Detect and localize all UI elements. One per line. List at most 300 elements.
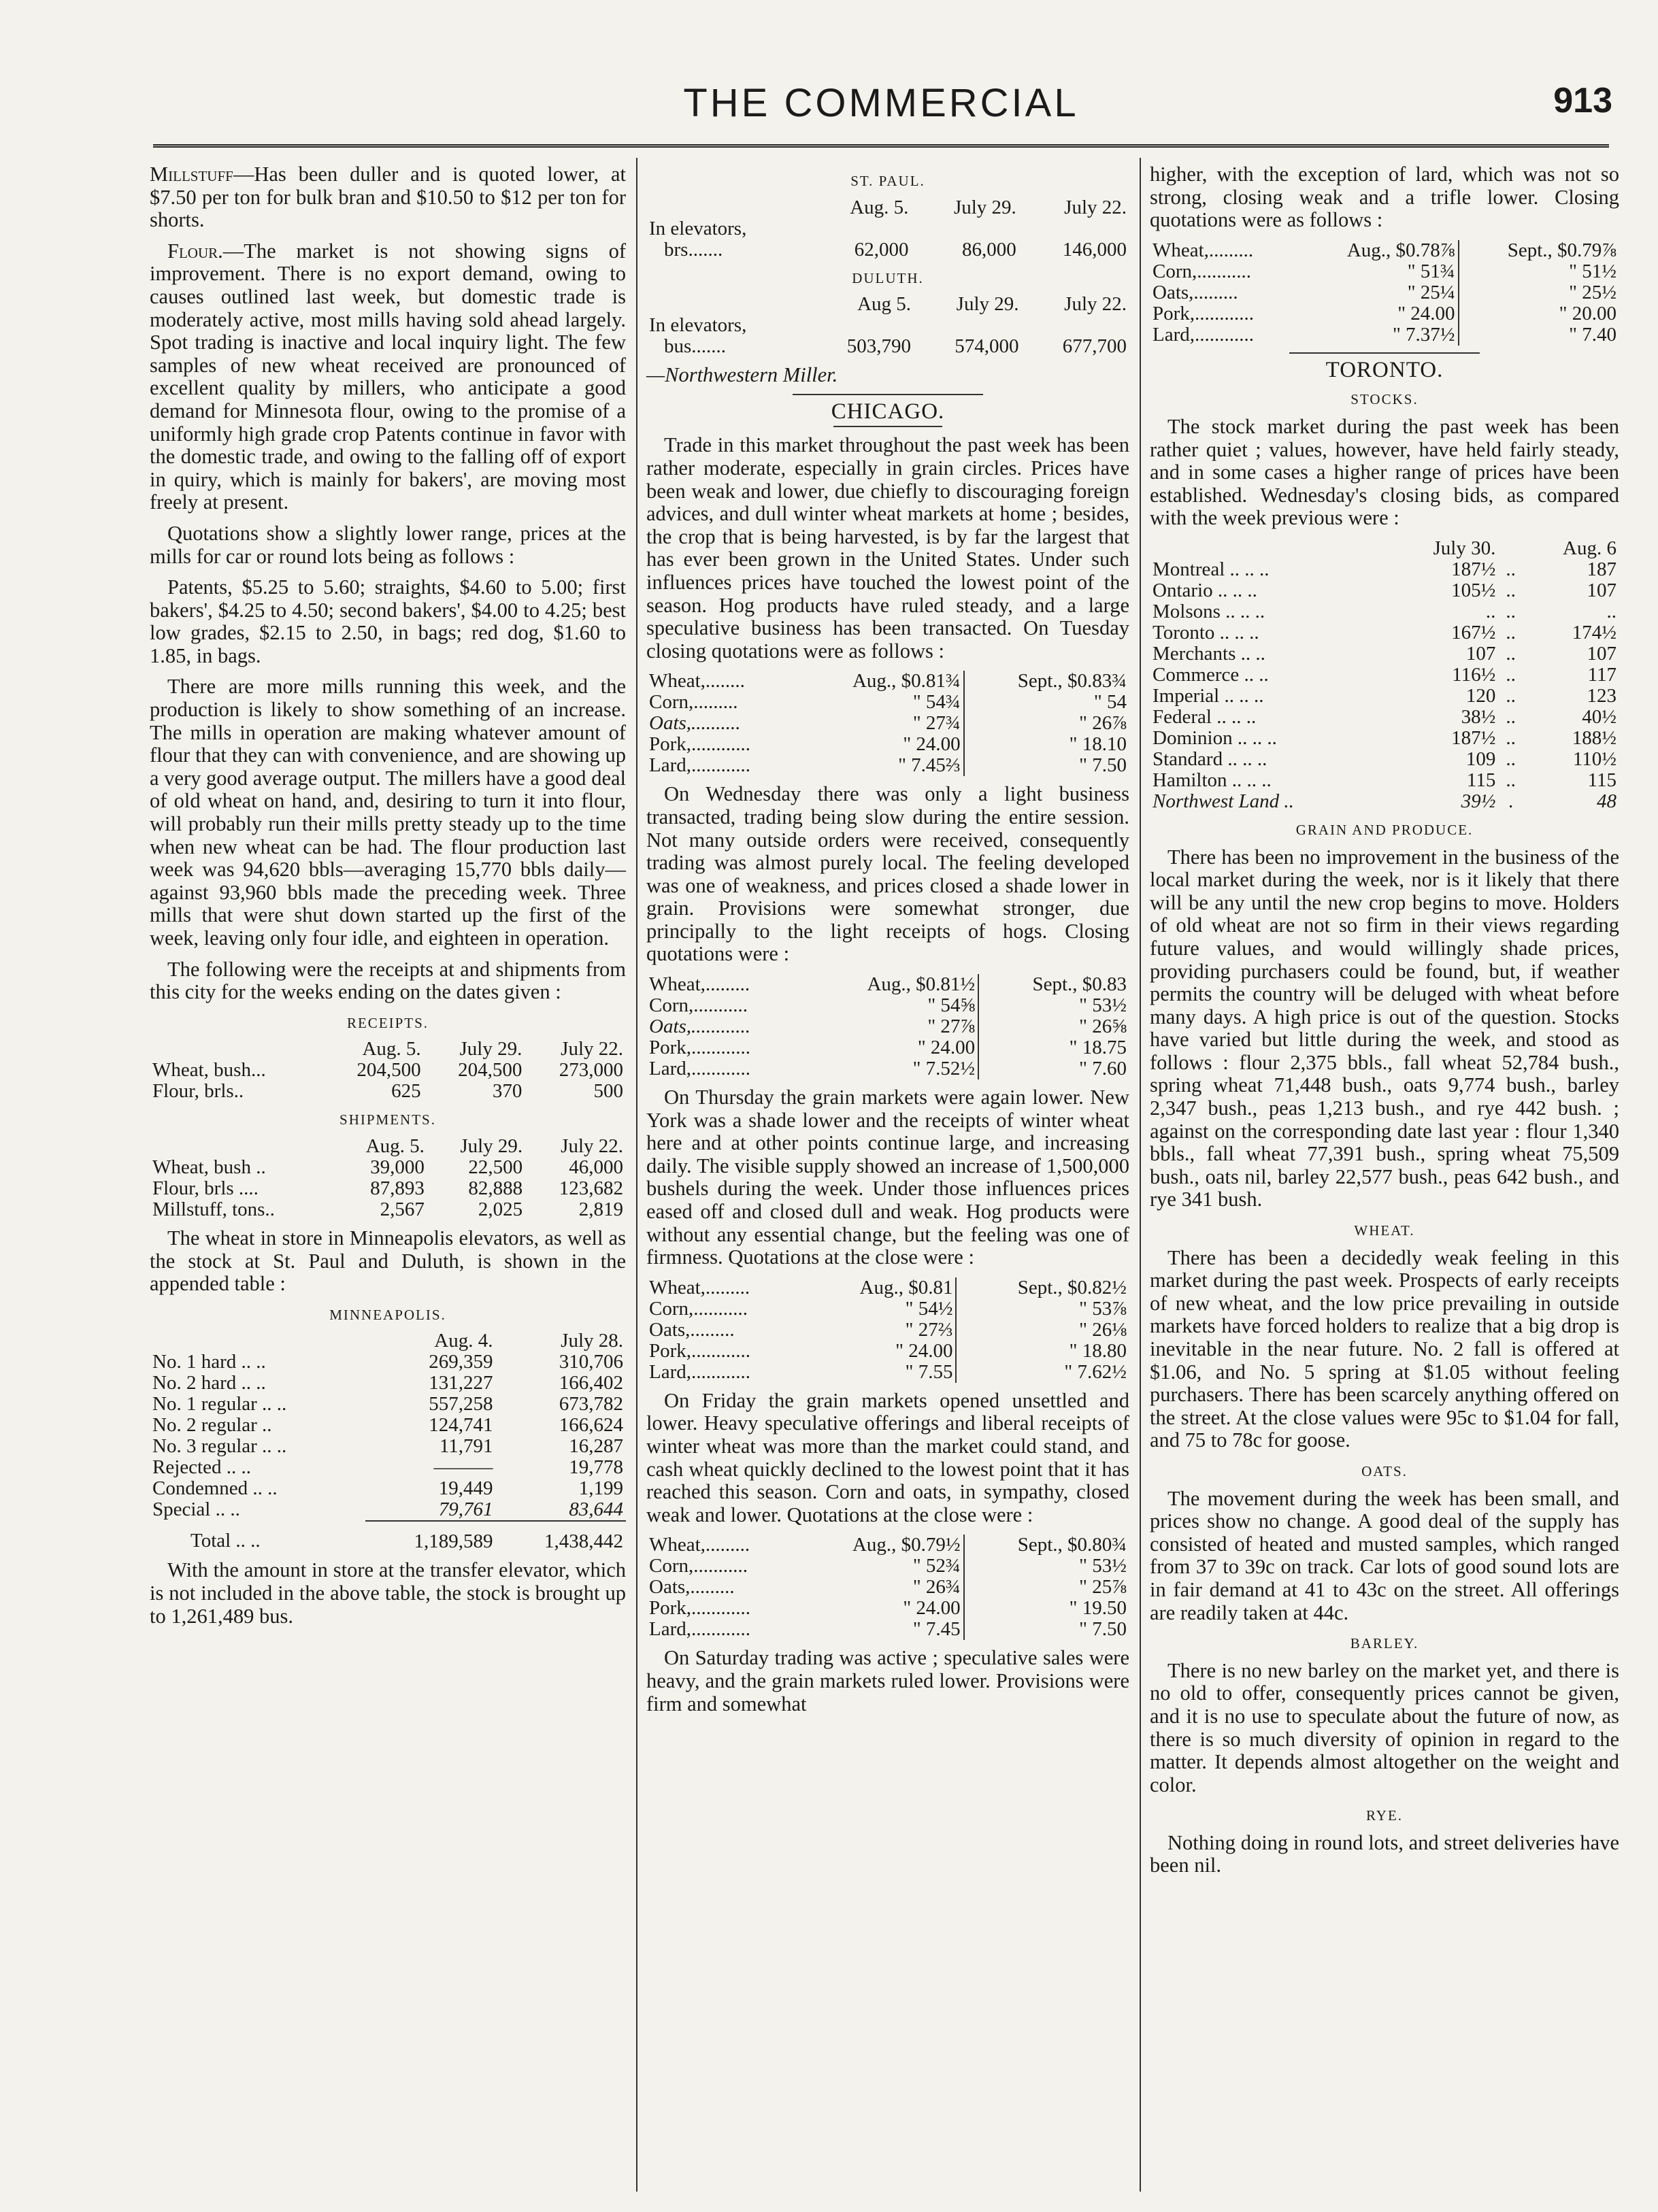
table-header: July 29. xyxy=(956,293,1019,316)
table-row xyxy=(1150,791,1619,812)
table-cell: 174½ xyxy=(1572,621,1616,643)
table-cell: .. xyxy=(1506,663,1516,686)
table-cell: Millstuff, tons.. xyxy=(152,1198,275,1220)
table-cell: " 27⅔ xyxy=(807,1320,956,1341)
table-row xyxy=(150,1157,626,1178)
table-cell: 116½ xyxy=(1452,663,1496,686)
table-row xyxy=(646,1598,1129,1619)
table-row xyxy=(646,1535,1129,1556)
table-cell: " 24.00 xyxy=(1299,303,1458,324)
table-cell: Aug., $0.81½ xyxy=(807,974,978,995)
table-cell: Molsons .. .. .. xyxy=(1153,600,1265,622)
table-row xyxy=(150,1499,626,1521)
stocks-title: STOCKS. xyxy=(1350,391,1419,408)
table-cell: 557,258 xyxy=(429,1393,493,1415)
table-cell: In elevators, xyxy=(649,217,747,239)
table-row xyxy=(1150,728,1619,749)
table-cell: 48 xyxy=(1597,790,1616,812)
table-header: Aug. 4. xyxy=(434,1330,493,1352)
table-row xyxy=(646,1362,1129,1383)
receipts-intro-paragraph: The following were the receipts at and shipments from this city for the weeks ending on the dates given : xyxy=(150,957,626,1004)
table-cell: Pork,............ xyxy=(649,1339,751,1362)
receipts-title: RECEIPTS. xyxy=(346,1014,429,1031)
table-header xyxy=(646,294,806,315)
flour-paragraph xyxy=(150,240,626,514)
table-cell: Merchants .. .. xyxy=(1153,642,1265,665)
table-cell: 39,000 xyxy=(370,1156,425,1178)
grain-paragraph: There has been no improvement in the business of the local market during the week, nor is it likely that there will be any until the new crop begins to move. Holders of old wheat are not so firm in their views regarding future values, and would willingly shade prices, providing purchasers could be found, but, if weather permits the country will be deluged with wheat before many days. A high price is out of the question. Stocks have varied but little during the week, and stood as follows : flour 2,375 bbls., fall wheat 52,784 bush., spring wheat 71,448 bush., oats 9,774 bush., barley 2,347 bush., peas 1,213 bush., and rye 442 bush. ; against on the corresponding date last year : flour 1,340 bbls., fall wheat 77,391 bush., spring wheat 75,509 bush., oats nil, barley 22,577 bush., peas 642 bush., and rye 341 bush. xyxy=(1150,845,1619,1211)
table-row xyxy=(646,671,1129,692)
table-cell: 40½ xyxy=(1582,705,1616,728)
table-total-row xyxy=(150,1521,626,1552)
table-cell: " 7.60 xyxy=(1079,1058,1127,1080)
table-cell: " 18.80 xyxy=(1069,1339,1127,1362)
table-cell: Wheat,......... xyxy=(649,1276,750,1298)
table-header: Aug. 5. xyxy=(362,1038,421,1060)
table-cell: 86,000 xyxy=(962,238,1016,261)
tuesday-quotes-table xyxy=(646,671,1129,776)
table-cell: " 24.00 xyxy=(800,734,964,755)
table-cell: " 7.52½ xyxy=(807,1058,978,1079)
table-row xyxy=(646,1577,1129,1598)
table-header: July 22. xyxy=(561,1038,623,1060)
page-number: 913 xyxy=(1553,81,1612,120)
table-cell: Hamilton .. .. .. xyxy=(1153,769,1272,791)
higher-paragraph: higher, with the exception of lard, which was not so strong, closing weak and a trifle lower. Closing quotations were as follows : xyxy=(1150,163,1619,232)
barley-paragraph: There is no new barley on the market yet, and there is no old to offer, consequently prices cannot be given, and it is no use to speculate about the future of now, as there is so much diversity of opinion in regard to the matter. It depends almost altogether on the weight and color. xyxy=(1150,1658,1619,1796)
table-cell: Lard,............ xyxy=(649,754,750,777)
millstuff-paragraph xyxy=(150,163,626,232)
table-cell: 204,500 xyxy=(357,1059,421,1082)
table-cell: brs....... xyxy=(664,238,723,261)
table-cell: " 18.75 xyxy=(1069,1037,1127,1059)
table-cell: 269,359 xyxy=(429,1351,493,1373)
table-cell: " 25½ xyxy=(1569,281,1616,303)
table-row xyxy=(150,1081,626,1102)
chicago-heading: CHICAGO. xyxy=(831,399,945,424)
wednesday-quotes-table xyxy=(646,974,1129,1079)
table-cell: .. xyxy=(1506,748,1516,770)
table-cell: No. 1 regular .. .. xyxy=(152,1393,287,1415)
table-row xyxy=(1150,686,1619,707)
table-cell: . xyxy=(1508,790,1514,812)
table-cell: 46,000 xyxy=(569,1156,623,1178)
toronto-heading: TORONTO. xyxy=(1325,357,1444,382)
table-cell: Corn,........... xyxy=(649,994,748,1017)
thursday-quotes-table xyxy=(646,1277,1129,1383)
table-cell: 146,000 xyxy=(1062,238,1127,261)
table-cell: .. xyxy=(1506,769,1516,791)
table-header: Aug 5. xyxy=(857,293,912,316)
table-cell: 124,741 xyxy=(429,1414,493,1437)
table-cell: 105½ xyxy=(1451,579,1496,601)
table-cell: 19,778 xyxy=(569,1456,623,1479)
table-header-row xyxy=(150,1039,626,1060)
table-cell: " 7.45 xyxy=(800,1619,964,1640)
table-row xyxy=(646,1298,1129,1320)
table-row xyxy=(150,1478,626,1499)
barley-title: BARLEY. xyxy=(1350,1635,1419,1652)
table-cell: 115 xyxy=(1466,769,1496,791)
table-row xyxy=(646,974,1129,995)
table-row xyxy=(150,1178,626,1199)
table-cell: Flour, brls.. xyxy=(152,1080,244,1103)
flour-lead: Flour. xyxy=(167,239,223,263)
table-cell: 16,287 xyxy=(569,1435,623,1458)
credit-line: —Northwestern Miller. xyxy=(646,363,838,387)
table-cell: 123,682 xyxy=(559,1177,623,1199)
prices-paragraph: Patents, $5.25 to 5.60; straights, $4.60 to 5.00; first bakers', $4.25 to 4.50; second bakers', $4.00 to 4.25; best low grades, $2.15 to 2.50, in bags; red dog, $1.60 to 1.85, in bags. xyxy=(150,575,626,667)
transfer-paragraph: With the amount in store at the transfer elevator, which is not included in the above table, the stock is brought up to 1,261,489 bus. xyxy=(150,1558,626,1628)
grain-title: GRAIN AND PRODUCE. xyxy=(1295,821,1474,838)
table-header: July 29. xyxy=(953,196,1016,218)
table-cell: Pork,............ xyxy=(1153,302,1255,324)
section-rule xyxy=(793,394,983,395)
table-row xyxy=(1150,324,1619,346)
table-header: July 30. xyxy=(1433,537,1496,559)
table-cell: Corn,........... xyxy=(649,1555,748,1577)
table-cell: Montreal .. .. .. xyxy=(1153,558,1270,580)
table-row xyxy=(646,713,1129,734)
table-cell: Ontario .. .. .. xyxy=(1153,579,1257,601)
table-cell: Wheat, bush... xyxy=(152,1059,266,1082)
table-cell: " 52¾ xyxy=(800,1556,964,1577)
table-cell: 204,500 xyxy=(458,1059,523,1082)
table-cell: Wheat, bush .. xyxy=(152,1156,266,1178)
table-cell: 117 xyxy=(1587,663,1616,686)
table-cell: Lard,............ xyxy=(649,1618,750,1641)
table-cell: " 51¾ xyxy=(1299,261,1458,282)
table-header: Aug. 5. xyxy=(850,196,909,218)
receipts-table xyxy=(150,1039,626,1102)
table-cell: " 54¾ xyxy=(800,692,964,713)
table-cell: Aug., $0.79½ xyxy=(800,1535,964,1556)
table-row xyxy=(150,1415,626,1436)
table-row xyxy=(150,1373,626,1394)
table-cell: " 7.37½ xyxy=(1299,324,1458,346)
table-cell: 87,893 xyxy=(370,1177,425,1199)
table-cell: Oats,......... xyxy=(1153,281,1238,303)
saturday-paragraph: On Saturday trading was active ; speculative sales were heavy, and the grain markets ruled lower. Provisions were firm and somewhat xyxy=(646,1646,1129,1715)
table-header: Aug. 6 xyxy=(1563,537,1616,559)
flour-text: —The market is not showing signs of improvement. There is no export demand, owing to causes outlined last week, but domestic trade is moderately active, most mills having sold ahead largely. Spot trading is inactive and local inquiry light. The few samples of new wheat received are pronounced of excellent quality by millers, who anticipate a good demand for Minnesota flour, owing to the promise of a uniformly high grade crop Patents continue in favor with the domestic trade, and owing to the falling off of export in quiry, which is mainly for bakers', are moving most freely at present. xyxy=(150,239,626,514)
table-row xyxy=(646,995,1129,1016)
table-cell: " 7.50 xyxy=(1079,1618,1127,1641)
table-cell: 2,567 xyxy=(380,1198,425,1220)
header-rule xyxy=(153,144,1609,148)
table-cell: ——— xyxy=(433,1456,493,1479)
table-cell: Sept., $0.80¾ xyxy=(1017,1534,1127,1556)
table-row xyxy=(646,315,1129,336)
column-1 xyxy=(150,163,626,1636)
table-cell: 370 xyxy=(492,1080,523,1103)
column-2 xyxy=(646,163,1129,1724)
table-row xyxy=(1150,707,1619,728)
table-row xyxy=(1150,580,1619,601)
table-cell: 2,025 xyxy=(478,1198,523,1220)
oats-title: OATS. xyxy=(1361,1462,1408,1479)
table-cell: No. 3 regular .. .. xyxy=(152,1435,287,1458)
table-cell: 39½ xyxy=(1461,790,1496,812)
publication-title: THE COMMERCIAL xyxy=(683,81,1079,125)
table-header: Aug. 5. xyxy=(365,1135,425,1157)
rye-title: RYE. xyxy=(1365,1807,1404,1824)
column-divider-2 xyxy=(1140,158,1141,2192)
table-cell: " 26⅝ xyxy=(1079,1016,1127,1038)
table-cell: Flour, brls .... xyxy=(152,1177,259,1199)
table-row xyxy=(646,218,1129,239)
table-cell: " 54 xyxy=(1093,691,1127,714)
table-cell: 107 xyxy=(1465,642,1496,665)
table-cell: " 7.45⅔ xyxy=(800,755,964,776)
table-row xyxy=(646,755,1129,776)
table-cell: 187 xyxy=(1587,558,1616,580)
table-cell: No. 1 hard .. .. xyxy=(152,1351,266,1373)
masthead xyxy=(150,80,1612,135)
table-cell: .. xyxy=(1506,684,1516,707)
table-cell: Pork,............ xyxy=(649,733,751,756)
table-cell: 310,706 xyxy=(559,1351,623,1373)
table-cell: 1,189,589 xyxy=(414,1530,493,1553)
table-row xyxy=(646,1277,1129,1298)
table-header-row xyxy=(1150,538,1619,559)
table-cell: 574,000 xyxy=(955,335,1019,358)
table-cell: Lard,............ xyxy=(1153,323,1254,346)
table-cell: 82,888 xyxy=(468,1177,523,1199)
table-cell: " 54½ xyxy=(807,1298,956,1320)
table-cell: Condemned .. .. xyxy=(152,1477,278,1500)
table-cell: 11,791 xyxy=(439,1435,493,1458)
table-cell: 1,438,442 xyxy=(544,1530,623,1553)
friday-paragraph: On Friday the grain markets opened unsettled and lower. Heavy speculative offerings and liberal receipts of winter wheat was more than the market could stand, and cash wheat quickly declined to the lowest point that it has reached this season. Corn and oats, in sympathy, closed weak and lower. Quotations at the close were : xyxy=(646,1388,1129,1526)
table-cell: 107 xyxy=(1587,579,1616,601)
table-header xyxy=(150,1039,322,1060)
table-cell: 2,819 xyxy=(578,1198,623,1220)
table-cell: " 51½ xyxy=(1569,260,1616,282)
table-row xyxy=(1150,643,1619,665)
table-cell: 62,000 xyxy=(854,238,909,261)
millstuff-lead: Millstuff xyxy=(150,163,233,186)
table-cell: bus....... xyxy=(664,335,727,358)
table-cell: 109 xyxy=(1465,748,1496,770)
table-header: July 29. xyxy=(459,1038,523,1060)
minneapolis-title: MINNEAPOLIS. xyxy=(329,1306,446,1323)
millstuff-text: —Has been duller and is quoted lower, at $7.50 per ton for bulk bran and $10.50 to $12 per ton for shorts. xyxy=(150,163,626,232)
wheat-store-paragraph: The wheat in store in Minneapolis elevators, as well as the stock at St. Paul and Duluth, is shown in the appended table : xyxy=(150,1226,626,1296)
table-cell: " 19.50 xyxy=(1069,1597,1127,1620)
duluth-title: DULUTH. xyxy=(852,269,924,286)
table-cell: " 7.40 xyxy=(1569,323,1616,346)
table-cell: Total .. .. xyxy=(190,1530,261,1552)
table-cell: Aug., $0.81¾ xyxy=(800,671,964,692)
table-cell: Toronto .. .. .. xyxy=(1153,621,1259,643)
table-header: July 22. xyxy=(561,1135,623,1157)
table-row xyxy=(1150,770,1619,791)
table-cell: 131,227 xyxy=(429,1372,493,1394)
column-3 xyxy=(1150,163,1619,1886)
table-cell: 273,000 xyxy=(559,1059,623,1082)
table-row xyxy=(646,1341,1129,1362)
wheat-title: WHEAT. xyxy=(1354,1222,1415,1239)
section-rule xyxy=(1289,352,1480,354)
table-cell: 188½ xyxy=(1572,726,1616,749)
table-cell: 166,624 xyxy=(559,1414,623,1437)
table-cell: " 26¾ xyxy=(800,1577,964,1598)
table-cell: Commerce .. .. xyxy=(1153,663,1269,686)
table-row xyxy=(1150,261,1619,282)
table-cell: Corn,........... xyxy=(1153,260,1251,282)
table-cell: .. xyxy=(1506,705,1516,728)
table-cell: " 54⅝ xyxy=(807,995,978,1016)
mills-paragraph: There are more mills running this week, and the production is likely to show something of an increase. The mills in operation are making whatever amount of flour that they can with convenience, and are showing up a very good average output. The millers have a good deal of old wheat on hand, and, desiring to turn it into flour, will probably run their mills pretty steady up to the time when new wheat can be had. The flour production last week was 94,620 bbls—averaging 15,770 bbls daily—against 93,960 bbls made the preceding week. Three mills that were shut down started up the first of the week, leaving only four idle, and eighteen in operation. xyxy=(150,675,626,950)
table-cell: Standard .. .. .. xyxy=(1153,748,1267,770)
table-row xyxy=(1150,665,1619,686)
table-cell: Sept., $0.83 xyxy=(1032,973,1127,996)
table-header xyxy=(150,1136,335,1157)
table-cell: Wheat,........ xyxy=(649,670,745,692)
stpaul-title: ST. PAUL. xyxy=(850,173,925,189)
table-cell: " 26⅞ xyxy=(1079,712,1127,735)
table-cell: Corn,........... xyxy=(649,1297,748,1320)
table-cell: In elevators, xyxy=(649,314,747,337)
table-row xyxy=(646,1556,1129,1577)
table-header-row xyxy=(150,1330,626,1352)
table-cell: 167½ xyxy=(1451,621,1496,643)
table-cell: " 27⅞ xyxy=(807,1016,978,1037)
table-header: July 22. xyxy=(1064,293,1127,316)
table-header-row xyxy=(646,197,1129,218)
table-cell: Wheat,......... xyxy=(649,1534,750,1556)
stocks-table xyxy=(1150,538,1619,812)
table-cell: " 53⅞ xyxy=(1079,1297,1127,1320)
table-header xyxy=(1150,538,1388,559)
table-cell: Wheat,......... xyxy=(1153,239,1254,261)
rye-paragraph: Nothing doing in round lots, and street deliveries have been nil. xyxy=(1150,1830,1619,1877)
table-cell: Oats,............ xyxy=(649,1016,751,1038)
table-cell: " 24.00 xyxy=(800,1598,964,1619)
table-row xyxy=(646,239,1129,261)
table-row xyxy=(150,1457,626,1478)
table-row xyxy=(1150,601,1619,622)
table-cell: Aug., $0.81 xyxy=(807,1277,956,1298)
table-cell: 123 xyxy=(1587,684,1616,707)
table-cell: Oats,......... xyxy=(649,1318,735,1341)
table-cell: 120 xyxy=(1465,684,1496,707)
table-cell: " 25¼ xyxy=(1299,282,1458,303)
table-cell: " 20.00 xyxy=(1559,302,1616,324)
table-cell: Federal .. .. .. xyxy=(1153,705,1257,728)
table-cell: 115 xyxy=(1587,769,1616,791)
stpaul-table xyxy=(646,197,1129,261)
table-row xyxy=(1150,559,1619,580)
wednesday-paragraph: On Wednesday there was only a light business transacted, trading being slow during the entire session. Not many outside orders were received, consequently trading was almost purely local. The feeling developed was one of weakness, and prices closed a shade lower in grain. Provisions were somewhat stronger, due principally to the light receipts of hogs. Closing quotations were : xyxy=(646,782,1129,966)
table-cell: " 53½ xyxy=(1079,994,1127,1017)
table-cell: 625 xyxy=(391,1080,421,1103)
table-cell: Corn,......... xyxy=(649,691,738,714)
table-cell: Wheat,......... xyxy=(649,973,750,996)
table-cell: Lard,............ xyxy=(649,1058,750,1080)
table-row xyxy=(150,1352,626,1373)
table-cell: .. xyxy=(1506,726,1516,749)
table-cell: " 27¾ xyxy=(800,713,964,734)
table-cell: .. xyxy=(1506,579,1516,601)
table-cell: 677,700 xyxy=(1062,335,1127,358)
table-cell: " 26⅛ xyxy=(1079,1318,1127,1341)
table-header: July 22. xyxy=(1064,196,1127,218)
table-row xyxy=(646,692,1129,713)
table-cell: 22,500 xyxy=(468,1156,523,1178)
table-cell: Dominion .. .. .. xyxy=(1153,726,1277,749)
table-row xyxy=(646,734,1129,755)
table-cell: 503,790 xyxy=(846,335,912,358)
table-cell: 83,644 xyxy=(496,1499,627,1521)
table-cell: " 18.10 xyxy=(1069,733,1127,756)
oats-paragraph: The movement during the week has been small, and prices show no change. A good deal of the supply has consisted of heated and musted samples, which ranged from 37 to 39c on track. Car lots of good sound lots are in fair demand at 41 to 43c on the street. All offerings are readily taken at 44c. xyxy=(1150,1486,1619,1624)
table-header xyxy=(646,197,810,218)
table-cell: " 25⅞ xyxy=(1079,1576,1127,1598)
table-cell: " 7.55 xyxy=(807,1362,956,1383)
table-row xyxy=(150,1199,626,1220)
table-cell: Special .. .. xyxy=(152,1498,240,1521)
table-row xyxy=(1150,282,1619,303)
table-row xyxy=(646,1016,1129,1037)
table-cell: Pork,............ xyxy=(649,1597,751,1620)
table-row xyxy=(1150,749,1619,770)
table-cell: No. 2 hard .. .. xyxy=(152,1372,266,1394)
table-cell: 79,761 xyxy=(365,1499,495,1521)
table-cell: Northwest Land .. xyxy=(1153,790,1294,812)
duluth-table xyxy=(646,294,1129,357)
table-cell: " 24.00 xyxy=(807,1341,956,1362)
table-cell: .. xyxy=(1506,642,1516,665)
table-row xyxy=(1150,240,1619,261)
friday-quotes-table xyxy=(646,1535,1129,1640)
table-row xyxy=(646,1058,1129,1079)
table-cell: " 7.50 xyxy=(1079,754,1127,777)
table-cell: 187½ xyxy=(1451,558,1496,580)
table-cell: " 53½ xyxy=(1079,1555,1127,1577)
table-row xyxy=(150,1394,626,1415)
table-cell: Oats,.......... xyxy=(649,712,741,735)
trade-paragraph: Trade in this market throughout the past week has been rather moderate, especially in grain circles. Prices have been weak and lower, due chiefly to discouraging foreign advices, and dull winter wheat markets at home ; besides, the crop that is being harvested, is by far the largest that has ever been grown in the United States. Under such influences prices have touched the lowest point of the season. Hog products have ruled steady, and a large speculative business has been transacted. On Tuesday closing quotations were as follows : xyxy=(646,433,1129,663)
wheat-paragraph: There has been a decidedly weak feeling in this market during the past week. Prospects of early receipts of new wheat, and the low price prevailing in outside markets have forced holders to realize that a big drop is inevitable in the near future. No. 2 fall is offered at $1.06, and No. 5 spring at $1.05 without feeling purchasers. There has been scarcely anything offered on the street. At the close values were 95c to $1.04 for fall, and 75 to 78c for goose. xyxy=(1150,1245,1619,1452)
table-cell: 500 xyxy=(593,1080,623,1103)
table-cell: Pork,............ xyxy=(649,1037,751,1059)
table-cell: Sept., $0.82½ xyxy=(1017,1276,1127,1298)
table-cell: .. xyxy=(1506,558,1516,580)
table-cell: 166,402 xyxy=(559,1372,623,1394)
table-cell: Imperial .. .. .. xyxy=(1153,684,1264,707)
table-cell: .. xyxy=(1506,600,1516,622)
table-header xyxy=(150,1330,365,1352)
table-header: July 29. xyxy=(460,1135,523,1157)
table-cell: 673,782 xyxy=(559,1393,623,1415)
table-cell: .. xyxy=(1606,600,1616,622)
table-header: July 28. xyxy=(561,1330,623,1352)
table-row xyxy=(646,1619,1129,1640)
table-cell: Rejected .. .. xyxy=(152,1456,251,1479)
table-cell: " 24.00 xyxy=(807,1037,978,1058)
table-cell: .. xyxy=(1485,600,1496,622)
table-cell: " 7.62½ xyxy=(1064,1360,1127,1383)
table-row xyxy=(1150,622,1619,643)
table-row xyxy=(646,1037,1129,1058)
stocks-paragraph: The stock market during the past week has been rather quiet ; values, however, have held fairly steady, and in some cases a higher range of prices have been established. Wednesday's closing bids, as compared with the week previous were : xyxy=(1150,414,1619,530)
minneapolis-table xyxy=(150,1330,626,1552)
table-cell: Lard,............ xyxy=(649,1360,750,1383)
table-cell: Aug., $0.78⅞ xyxy=(1299,240,1458,261)
thursday-paragraph: On Thursday the grain markets were again lower. New York was a shade lower and the receipts of winter wheat here and at other points continue large, and increasing daily. The visible supply showed an increase of 1,500,000 bushels during the week. Under those influences prices eased off and closed dull and weak. Hog products were without any essential change, but the feeling was one of firmness. Quotations at the close were : xyxy=(646,1086,1129,1269)
